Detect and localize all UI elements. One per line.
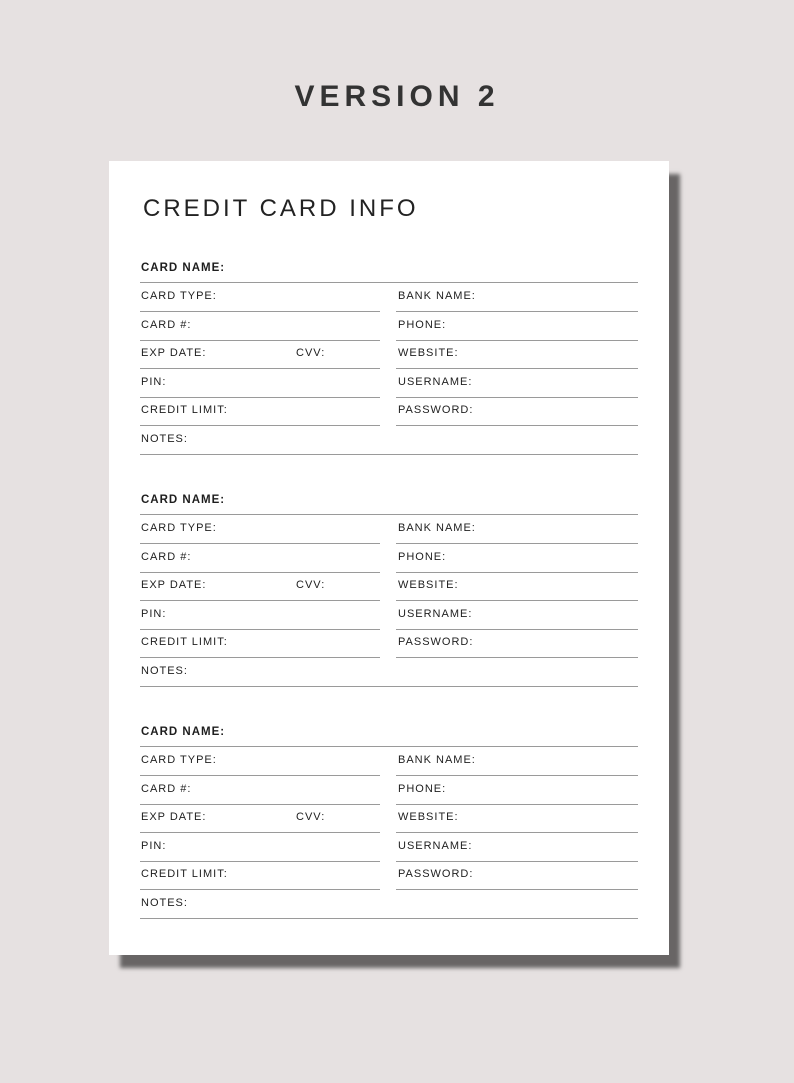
exp-date-label: EXP DATE: (141, 811, 207, 823)
password-field[interactable] (396, 629, 638, 658)
card-name-label: CARD NAME: (141, 494, 226, 506)
username-field[interactable] (396, 833, 638, 862)
card-number-field[interactable] (140, 312, 380, 341)
phone-label: PHONE: (398, 783, 447, 795)
exp-date-field[interactable] (140, 572, 380, 601)
pin-field[interactable] (140, 833, 380, 862)
notes-label: NOTES: (141, 897, 188, 909)
card-name-label: CARD NAME: (141, 262, 226, 274)
notes-label: NOTES: (141, 433, 188, 445)
exp-date-label: EXP DATE: (141, 347, 207, 359)
website-label: WEBSITE: (398, 811, 459, 823)
pin-label: PIN: (141, 608, 167, 620)
phone-field[interactable] (396, 776, 638, 805)
card-type-label: CARD TYPE: (141, 290, 217, 302)
card-type-label: CARD TYPE: (141, 522, 217, 534)
pin-field[interactable] (140, 601, 380, 630)
card-number-field[interactable] (140, 544, 380, 573)
phone-label: PHONE: (398, 551, 447, 563)
password-field[interactable] (396, 861, 638, 890)
phone-field[interactable] (396, 544, 638, 573)
username-field[interactable] (396, 369, 638, 398)
sheet-title: CREDIT CARD INFO (143, 195, 419, 222)
notes-field[interactable] (140, 658, 638, 687)
website-field[interactable] (396, 340, 638, 369)
credit-limit-label: CREDIT LIMIT: (141, 868, 228, 880)
password-label: PASSWORD: (398, 404, 474, 416)
pin-label: PIN: (141, 376, 167, 388)
website-field[interactable] (396, 804, 638, 833)
card-number-field[interactable] (140, 776, 380, 805)
notes-label: NOTES: (141, 665, 188, 677)
credit-limit-field[interactable] (140, 861, 380, 890)
pin-field[interactable] (140, 369, 380, 398)
card-type-field[interactable] (140, 515, 380, 544)
phone-field[interactable] (396, 312, 638, 341)
credit-limit-field[interactable] (140, 397, 380, 426)
cvv-label: CVV: (296, 579, 326, 591)
website-label: WEBSITE: (398, 347, 459, 359)
card-name-field[interactable] (140, 260, 638, 283)
card-type-field[interactable] (140, 283, 380, 312)
card-number-label: CARD #: (141, 783, 192, 795)
password-label: PASSWORD: (398, 636, 474, 648)
phone-label: PHONE: (398, 319, 447, 331)
card-entry-2 (140, 492, 638, 686)
card-type-label: CARD TYPE: (141, 754, 217, 766)
password-label: PASSWORD: (398, 868, 474, 880)
bank-name-label: BANK NAME: (398, 290, 476, 302)
card-number-label: CARD #: (141, 551, 192, 563)
cvv-label: CVV: (296, 811, 326, 823)
card-number-label: CARD #: (141, 319, 192, 331)
credit-limit-field[interactable] (140, 629, 380, 658)
bank-name-label: BANK NAME: (398, 522, 476, 534)
exp-date-label: EXP DATE: (141, 579, 207, 591)
bank-name-field[interactable] (396, 283, 638, 312)
exp-date-field[interactable] (140, 340, 380, 369)
username-label: USERNAME: (398, 376, 473, 388)
exp-date-field[interactable] (140, 804, 380, 833)
card-name-field[interactable] (140, 724, 638, 747)
website-field[interactable] (396, 572, 638, 601)
notes-field[interactable] (140, 890, 638, 919)
bank-name-field[interactable] (396, 747, 638, 776)
username-label: USERNAME: (398, 840, 473, 852)
password-field[interactable] (396, 397, 638, 426)
card-name-field[interactable] (140, 492, 638, 515)
bank-name-label: BANK NAME: (398, 754, 476, 766)
credit-card-info-sheet (109, 161, 669, 955)
card-entry-1 (140, 260, 638, 454)
username-field[interactable] (396, 601, 638, 630)
card-type-field[interactable] (140, 747, 380, 776)
version-label: VERSION 2 (294, 80, 500, 113)
username-label: USERNAME: (398, 608, 473, 620)
card-entry-3 (140, 724, 638, 918)
pin-label: PIN: (141, 840, 167, 852)
card-name-label: CARD NAME: (141, 726, 226, 738)
notes-field[interactable] (140, 426, 638, 455)
credit-limit-label: CREDIT LIMIT: (141, 404, 228, 416)
website-label: WEBSITE: (398, 579, 459, 591)
credit-limit-label: CREDIT LIMIT: (141, 636, 228, 648)
bank-name-field[interactable] (396, 515, 638, 544)
cvv-label: CVV: (296, 347, 326, 359)
